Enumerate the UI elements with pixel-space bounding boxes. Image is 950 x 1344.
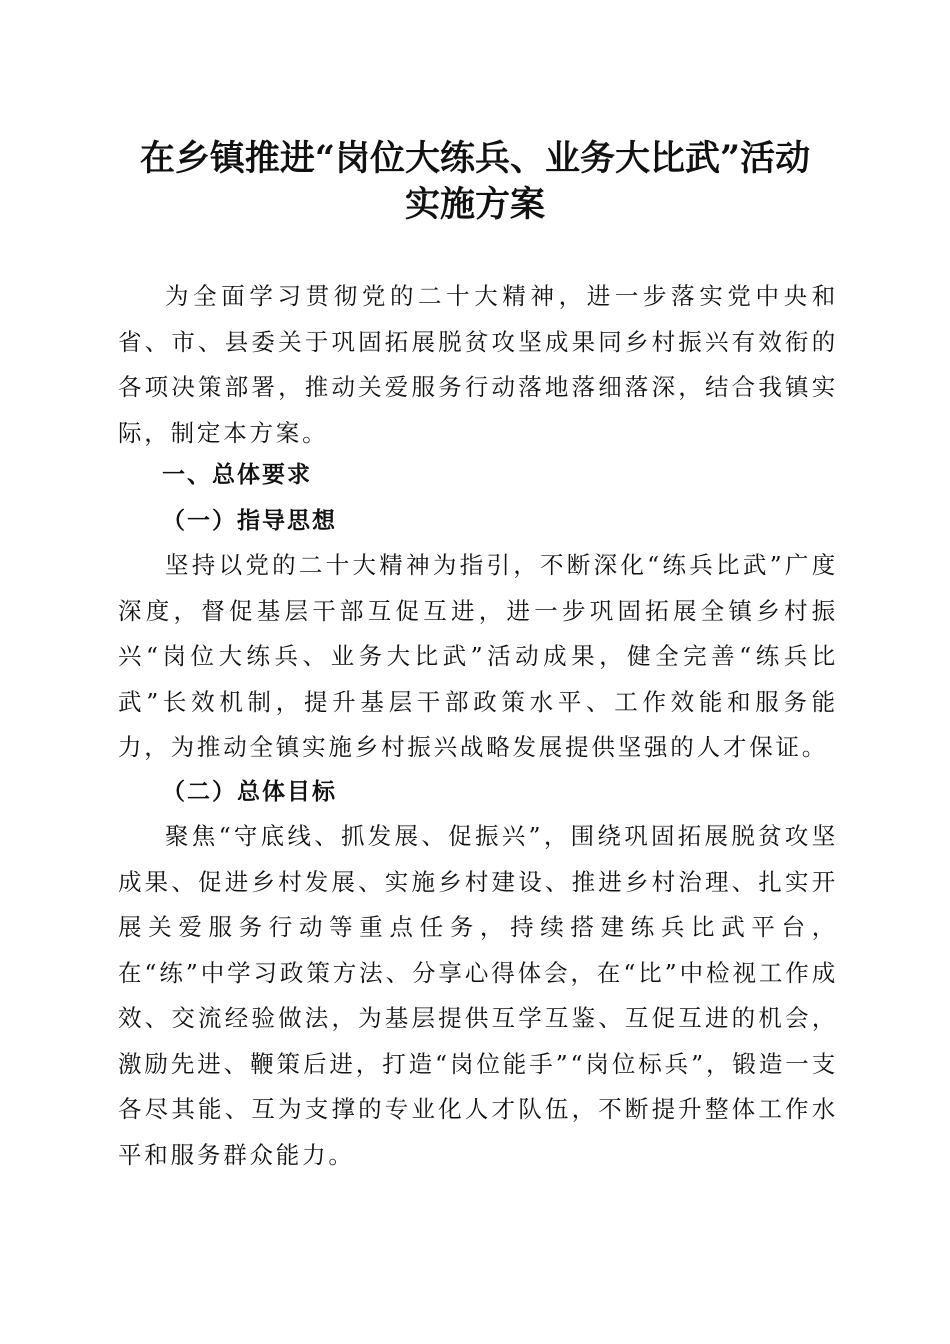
document-title-line-1: 在乡镇推进“岗位大练兵、业务大比武”活动 bbox=[139, 138, 811, 179]
subsection-heading-overall-goal: （二）总体目标 bbox=[162, 778, 337, 805]
guiding-thought-paragraph: 坚持以党的二十大精神为指引，不断深化“练兵比武”广度深度，督促基层干部互促互进，进一步巩固拓展全镇乡村振兴“岗位大练兵、业务大比武”活动成果，健全完善“练兵比武”长效机制，提升基层干部政策水平、工作效能和服务能力，为推动全镇实施乡村振兴战略发展提供坚强的人才保证。 bbox=[118, 551, 839, 761]
overall-goal-paragraph: 聚焦“守底线、抓发展、促振兴”，围绕巩固拓展脱贫攻坚成果、促进乡村发展、实施乡村建设、推进乡村治理、扎实开展关爱服务行动等重点任务，持续搭建练兵比武平台，在“练”中学习政策方法、分享心得体会，在“比”中检视工作成效、交流经验做法，为基层提供互学互鉴、互促互进的机会，激励先进、鞭策后进，打造“岗位能手”“岗位标兵”，锻造一支各尽其能、互为支撑的专业化人才队伍，不断提升整体工作水平和服务群众能力。 bbox=[118, 822, 838, 1169]
document-title-line-2: 实施方案 bbox=[404, 184, 545, 225]
intro-paragraph: 为全面学习贯彻党的二十大精神，进一步落实党中央和省、市、县委关于巩固拓展脱贫攻坚成果同乡村振兴有效衔的各项决策部署，推动关爱服务行动落地落细落深，结合我镇实际，制定本方案。 bbox=[118, 282, 838, 447]
section-heading-general-requirements: 一、总体要求 bbox=[162, 462, 312, 488]
subsection-heading-guiding-thought: （一）指导思想 bbox=[162, 507, 337, 534]
